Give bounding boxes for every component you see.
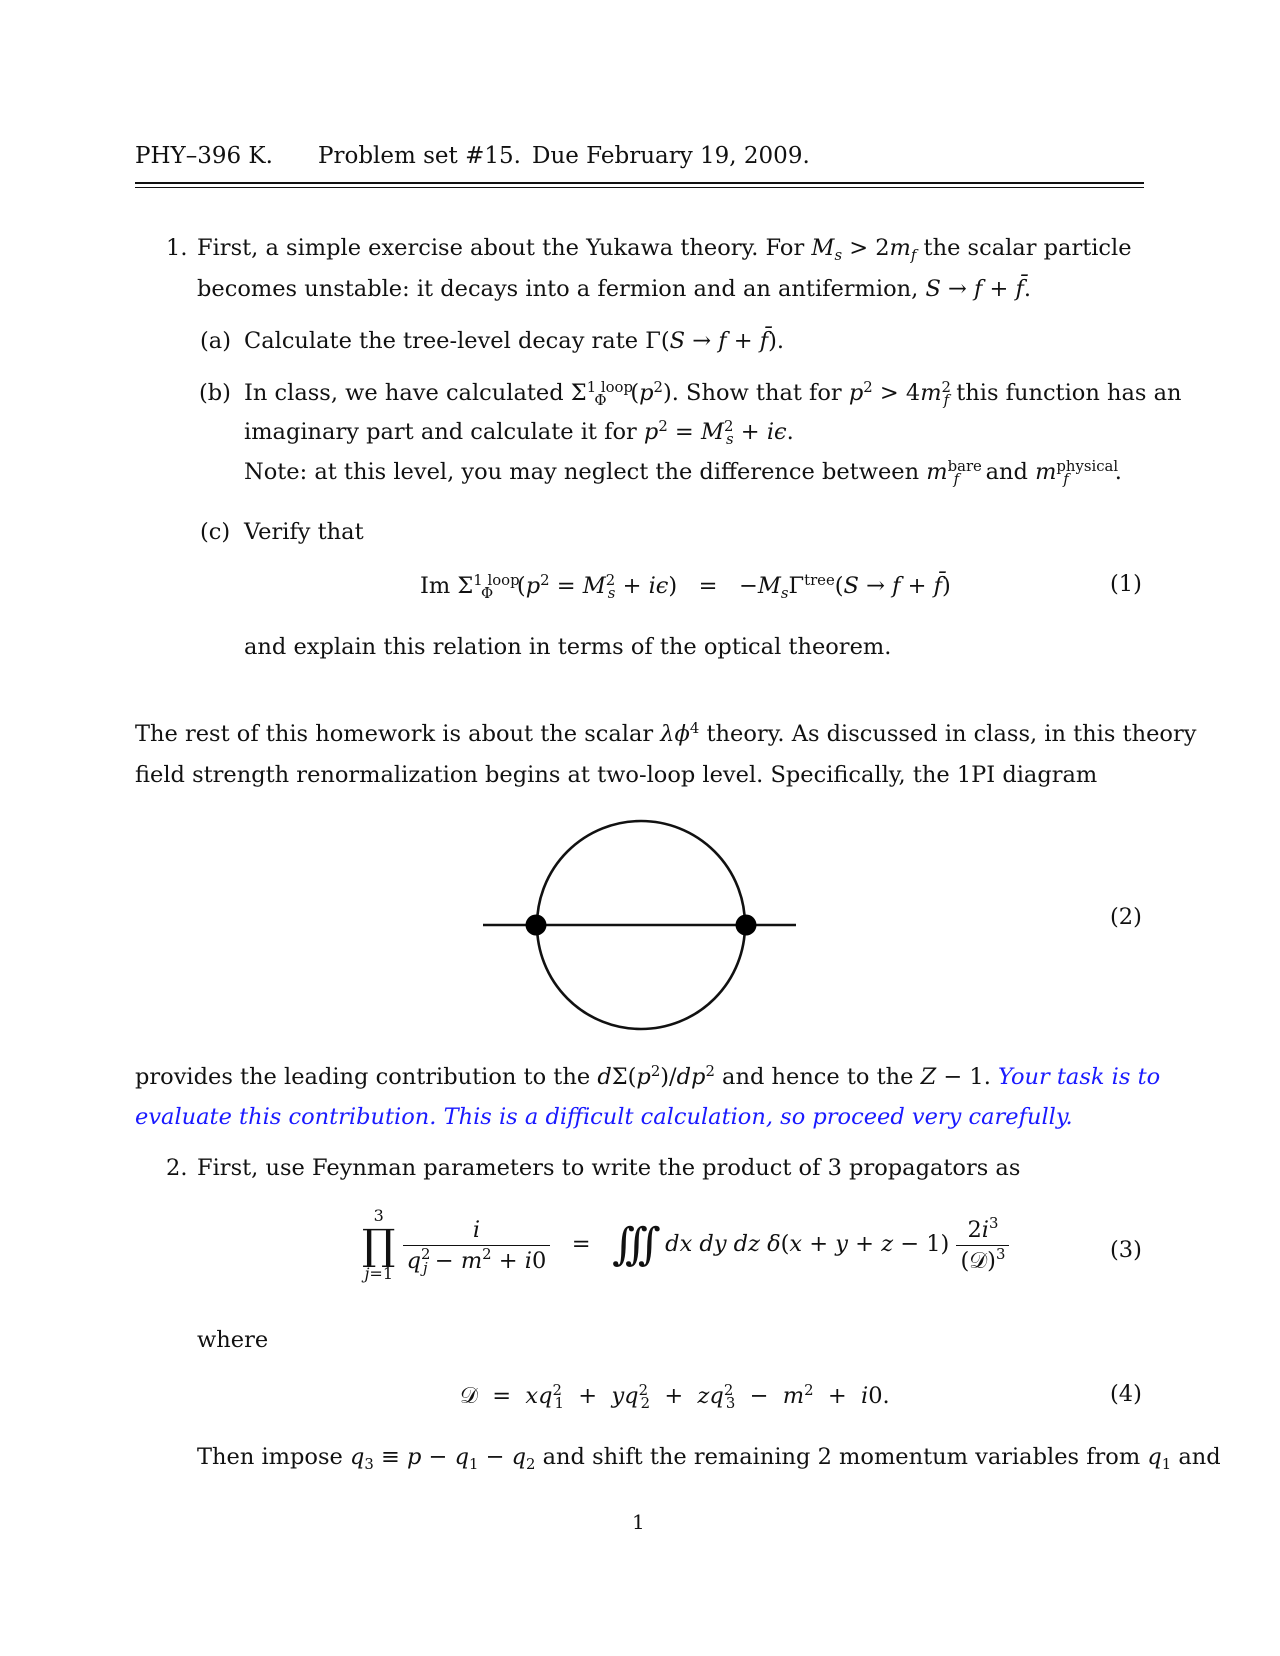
due-date: Due February 19, 2009.: [532, 143, 810, 169]
part-b-sentence-4: imaginary part and calculate it for: [244, 419, 637, 445]
equation-number-3: (3): [1110, 1237, 1142, 1263]
problem-1-line-2: becomes unstable: it decays into a fermion and an antifermion, S → f + f̄.: [197, 276, 1032, 302]
part-b-sentence-3: this function has an: [956, 380, 1182, 406]
problem-set-title: Problem set #15.: [318, 143, 521, 169]
part-b-note-text: Note: at this level, you may neglect the difference between: [244, 459, 920, 485]
part-c-label: (c): [200, 519, 231, 545]
after-diagram-text-a: provides the leading contribution to the: [135, 1064, 591, 1090]
problem-2-line-then: Then impose $q_3 \equiv p - q_1 - q_2$ and shift the remaining 2 momentum variables from $q_1$ and: [197, 1444, 1221, 1474]
part-b-sentence-1: In class, we have calculated: [244, 380, 564, 406]
equation-4: 𝒟 = $xq^2_1 + yq^2_2 + zq^2_3 - m^2 + i0$.: [460, 1380, 890, 1413]
right-vertex: [736, 915, 757, 936]
part-c-text: Verify that: [244, 519, 364, 545]
part-a-label: (a): [200, 328, 231, 354]
equation-number-4: (4): [1110, 1381, 1142, 1407]
then-text-a: Then impose: [197, 1444, 343, 1470]
task-statement-start: Your task is to: [998, 1064, 1161, 1090]
part-b-line-1: In class, we have calculated $\Sigma^{1 loop}_\Phi$ $(p^2)$. Show that for $p^2 > 4m^2_f$ this function has an: [244, 377, 1182, 410]
part-b-note: Note: at this level, you may neglect the difference between $m^{bare}_f$ and $m^{physical}_f$ .: [244, 456, 1122, 489]
part-b-label: (b): [199, 380, 231, 406]
after-diagram-text-b: and hence to the: [722, 1064, 914, 1090]
problem-2-number: 2.: [166, 1155, 188, 1181]
where-word: where: [197, 1327, 269, 1353]
page-number: 1: [632, 1510, 645, 1534]
equation-number-1: (1): [1110, 571, 1142, 597]
equation-number-2: (2): [1110, 904, 1142, 930]
part-b-and: and: [985, 459, 1028, 485]
propagator-fraction: $\frac{i}{q^2_j - m^2 + i0}$: [403, 1215, 551, 1276]
intro-text-b: theory. As discussed in class, in this theory: [706, 721, 1197, 747]
problem-1-line-1: First, a simple exercise about the Yukawa theory. For $M_s > 2m_f$ the scalar particle: [197, 235, 1132, 265]
course-code: PHY–396 K.: [135, 143, 273, 169]
left-vertex: [526, 915, 547, 936]
part-b-line-2: imaginary part and calculate it for $p^2 = M^2_s + i\epsilon$.: [244, 416, 794, 449]
then-text-c: and: [1178, 1444, 1221, 1470]
intro-line-2: field strength renormalization begins at two-loop level. Specifically, the 1PI diagram: [135, 762, 1098, 788]
part-a-sentence: Calculate the tree-level decay rate: [244, 328, 639, 354]
intro-text-a: The rest of this homework is about the scalar: [135, 721, 654, 747]
problem-2-line-1: First, use Feynman parameters to write the product of 3 propagators as: [197, 1155, 1021, 1181]
equation-3: 3 ∏ j=1 $\frac{i}{q^2_j - m^2 + i0}$ = ∫∫∫ dx dy dz δ(x + y + z − 1) $\frac{2i^3}{(𝒟)^3}$: [362, 1208, 1009, 1282]
part-c-explain: and explain this relation in terms of the optical theorem.: [244, 634, 892, 660]
problem-1-number: 1.: [166, 235, 188, 261]
problem-1-decay-text: becomes unstable: it decays into a fermion and an antifermion,: [197, 276, 919, 302]
header-rule-top: [135, 182, 1144, 184]
intro-line-1: The rest of this homework is about the scalar $\lambda\phi^4$ theory. As discussed in class, in this theory: [135, 718, 1197, 747]
after-diagram-line-1: provides the leading contribution to the $d\Sigma(p^2)/dp^2$ and hence to the Z − 1. Your task is to: [135, 1061, 1161, 1090]
problem-1-intro-text: First, a simple exercise about the Yukawa theory. For: [197, 235, 805, 261]
part-a-text: Calculate the tree-level decay rate Γ(S → f + f̄).: [244, 328, 784, 354]
part-b-sentence-2: Show that for: [686, 380, 842, 406]
then-text-b: and shift the remaining 2 momentum variables from: [542, 1444, 1141, 1470]
feynman-fraction: $\frac{2i^3}{(𝒟)^3}$: [956, 1215, 1009, 1276]
product-symbol: 3 ∏ j=1: [362, 1206, 396, 1283]
header-rule-bottom: [135, 187, 1144, 188]
task-statement-rest: evaluate this contribution. This is a difficult calculation, so proceed very carefully.: [135, 1104, 1073, 1130]
two-loop-sunset-diagram: [470, 810, 810, 1040]
equation-1: Im $\Sigma^{1 loop}_\Phi$ $(p^2 = M^2_s + i\epsilon) = -M_s\Gamma^{tree}(S \to f$ + f̄): [420, 570, 951, 603]
